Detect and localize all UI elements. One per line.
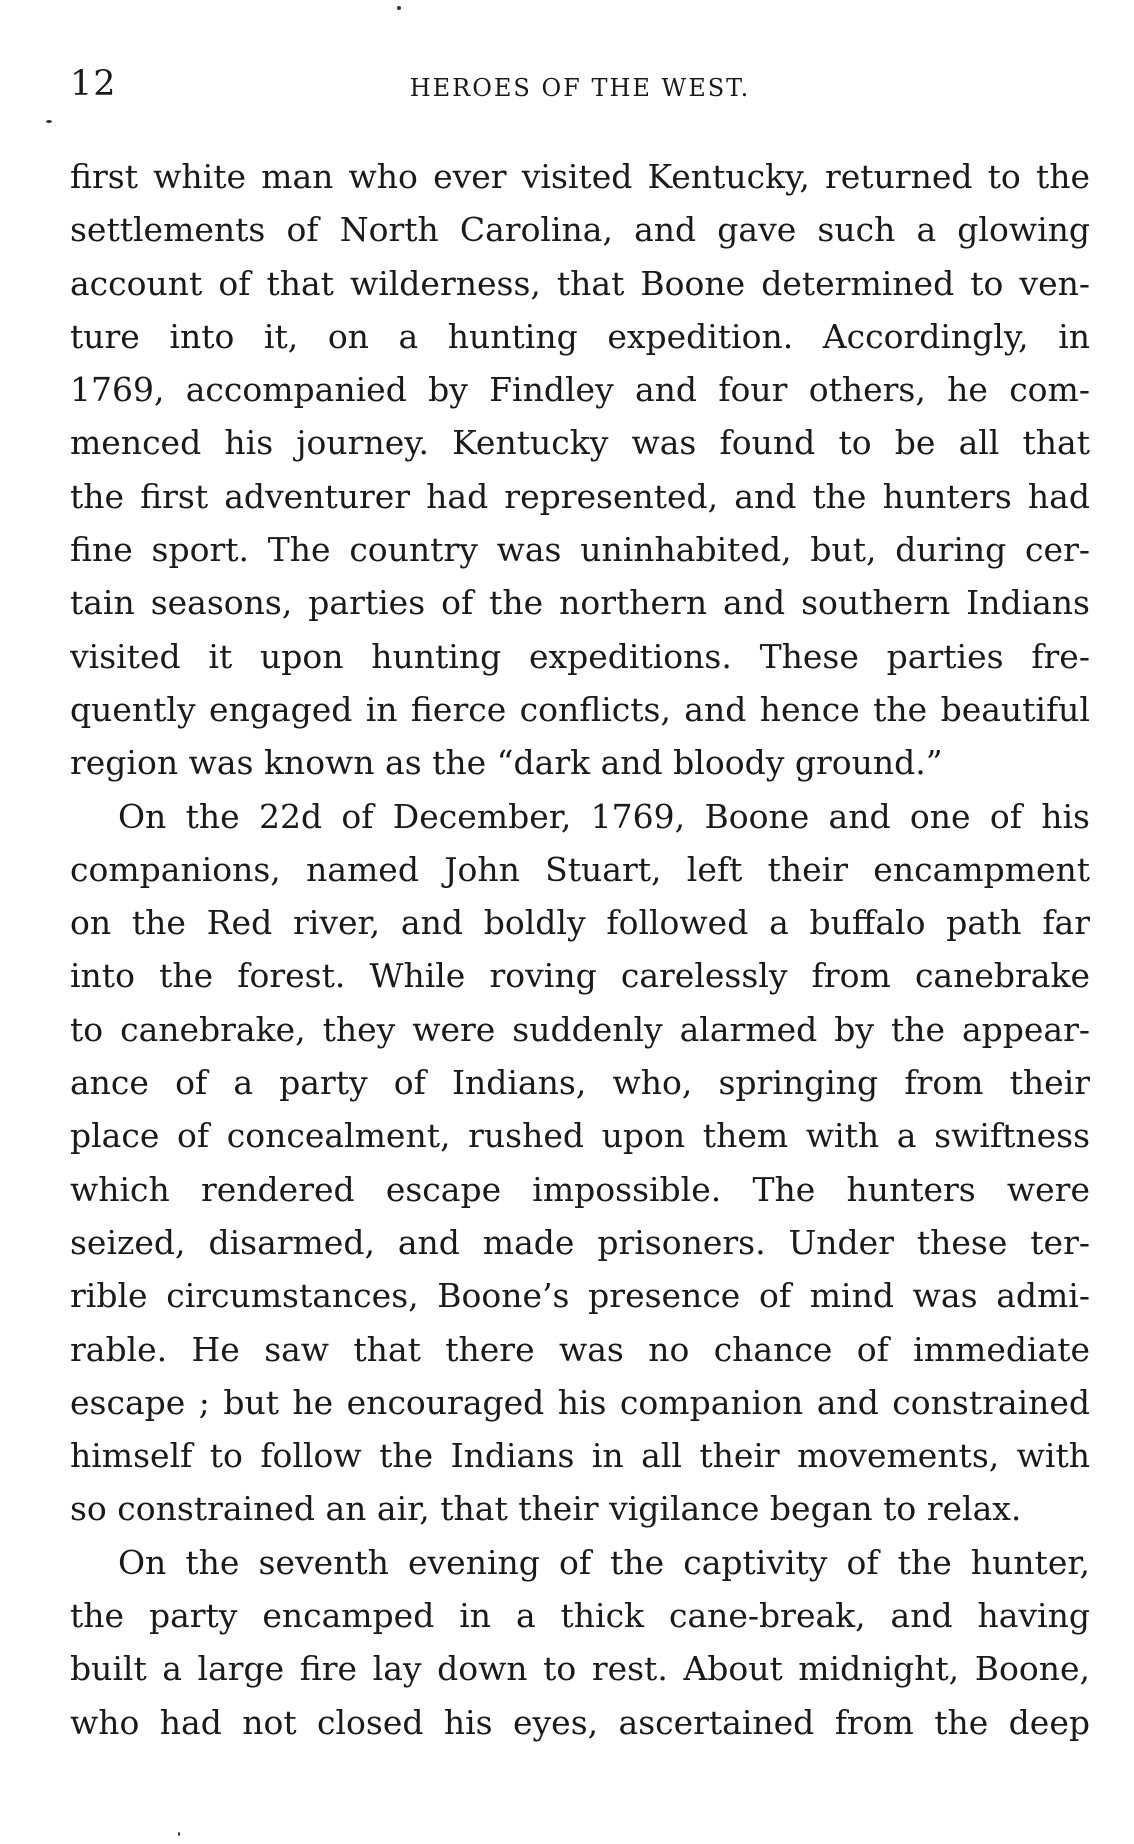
text-line: which rendered escape impossible. The hunters were [70, 1169, 1090, 1209]
text-line: ture into it, on a hunting expedition. Accordingly, in [70, 316, 1090, 356]
ink-speck-top [397, 6, 401, 10]
text-line: first white man who ever visited Kentucky, returned to the [70, 157, 1090, 196]
text-line: account of that wilderness, that Boone determined to ven- [70, 263, 1090, 303]
text-line: 1769, accompanied by Findley and four others, he com- [70, 370, 1090, 410]
text-line: the party encamped in a thick cane-break, and having [70, 1596, 1090, 1636]
running-head [70, 64, 1090, 108]
text-line: who had not closed his eyes, ascertained from the deep [70, 1702, 1090, 1742]
text-line: the first adventurer had represented, and the hunters had [70, 476, 1090, 516]
text-line: built a large fire lay down to rest. About midnight, Boone, [70, 1649, 1090, 1689]
text-line: to canebrake, they were suddenly alarmed by the appear- [70, 1009, 1090, 1049]
text-line: On the 22d of December, 1769, Boone and one of his [118, 796, 1090, 836]
text-line: place of concealment, rushed upon them with a swiftness [70, 1116, 1090, 1156]
text-line: escape ; but he encouraged his companion and constrained [70, 1382, 1090, 1422]
text-line: seized, disarmed, and made prisoners. Under these ter- [70, 1222, 1090, 1262]
ink-speck-margin [46, 120, 52, 123]
text-line: on the Red river, and boldly followed a buffalo path far [70, 903, 1090, 943]
text-line: so constrained an air, that their vigilance began to relax. [70, 1489, 1022, 1529]
text-line: companions, named John Stuart, left their encampment [70, 849, 1090, 889]
text-line: himself to follow the Indians in all their movements, with [70, 1436, 1090, 1476]
text-line: rible circumstances, Boone’s presence of mind was admi- [70, 1276, 1090, 1316]
text-line: ance of a party of Indians, who, springing from their [70, 1063, 1090, 1103]
text-line: visited it upon hunting expeditions. These parties fre- [70, 636, 1090, 676]
text-line: tain seasons, parties of the northern and southern Indians [70, 583, 1090, 623]
text-line: region was known as the “dark and bloody ground.” [70, 743, 943, 783]
body-text [70, 150, 1090, 1749]
paragraph-3 [70, 1536, 1090, 1749]
text-line: rable. He saw that there was no chance of immediate [70, 1329, 1090, 1369]
text-line: On the seventh evening of the captivity of the hunter, [118, 1542, 1090, 1582]
ink-speck-bottom [178, 1832, 180, 1836]
running-title: HEROES OF THE WEST. [409, 74, 751, 102]
paragraph-1 [70, 150, 1090, 790]
text-line: settlements of North Carolina, and gave such a glowing [70, 210, 1090, 250]
text-line: into the forest. While roving carelessly from canebrake [70, 956, 1090, 996]
text-line: menced his journey. Kentucky was found to be all that [70, 423, 1090, 463]
text-line: fine sport. The country was uninhabited, but, during cer- [70, 530, 1090, 570]
paragraph-2 [70, 790, 1090, 1536]
page-number: 12 [70, 64, 117, 104]
text-line: quently engaged in fierce conflicts, and hence the beautiful [70, 689, 1090, 729]
